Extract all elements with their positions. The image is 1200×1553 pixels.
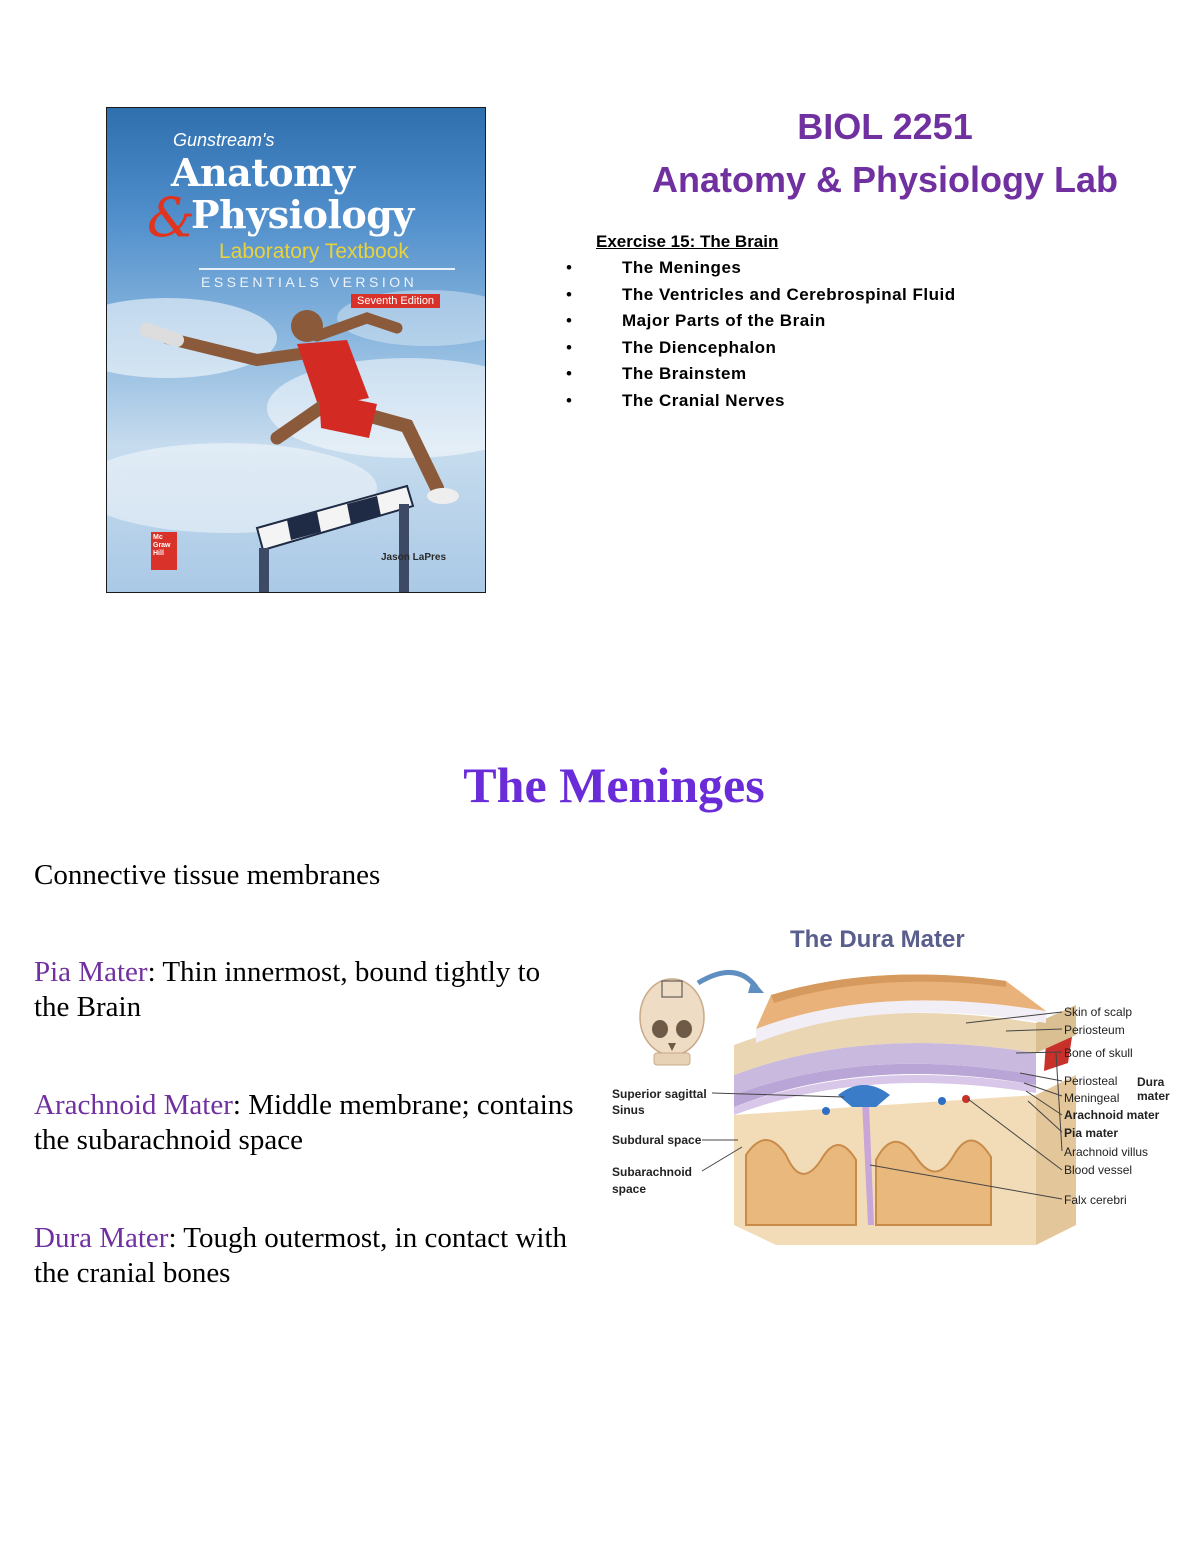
desc-arachnoid-mater: : Middle membrane; contains the subarachnoid space bbox=[34, 1089, 574, 1156]
label-dura-line2: mater bbox=[1137, 1089, 1170, 1103]
label-pia-mater: Pia mater bbox=[1064, 1126, 1119, 1140]
topic-text: Major Parts of the Brain bbox=[622, 311, 826, 331]
label-dura-line1: Dura bbox=[1137, 1075, 1165, 1089]
bullet-icon: • bbox=[566, 364, 573, 384]
course-name: Anatomy & Physiology Lab bbox=[651, 159, 1119, 200]
cover-divider bbox=[199, 268, 455, 270]
label-superior-sagittal-line1: Superior sagittal bbox=[612, 1087, 707, 1101]
topic-text: The Brainstem bbox=[622, 364, 747, 384]
label-bone-of-skull: Bone of skull bbox=[1064, 1046, 1133, 1060]
skull-icon bbox=[640, 979, 704, 1065]
cover-version: ESSENTIALS VERSION bbox=[201, 274, 418, 290]
term-pia-mater: Pia Mater bbox=[34, 956, 148, 988]
label-periosteum: Periosteum bbox=[1064, 1023, 1125, 1037]
label-falx-cerebri: Falx cerebri bbox=[1064, 1193, 1127, 1207]
term-dura-mater: Dura Mater bbox=[34, 1222, 169, 1254]
section-title: The Meninges bbox=[463, 757, 765, 813]
label-superior-sagittal-line2: Sinus bbox=[612, 1103, 645, 1117]
label-arachnoid-villus: Arachnoid villus bbox=[1064, 1145, 1149, 1159]
book-cover bbox=[106, 107, 486, 593]
topic-text: The Ventricles and Cerebrospinal Fluid bbox=[622, 284, 956, 304]
topic-text: The Cranial Nerves bbox=[622, 390, 786, 410]
cover-ampersand: & bbox=[147, 186, 196, 249]
cover-author: Jason LaPres bbox=[381, 552, 447, 563]
bullet-icon: • bbox=[566, 390, 573, 410]
diagram-title: The Dura Mater bbox=[790, 926, 965, 953]
cover-edition: Seventh Edition bbox=[351, 294, 440, 308]
label-periosteal: Periosteal bbox=[1064, 1074, 1118, 1088]
desc-dura-mater: : Tough outermost, in contact with the cranial bones bbox=[34, 1222, 568, 1289]
label-skin-of-scalp: Skin of scalp bbox=[1064, 1005, 1133, 1019]
bullet-icon: • bbox=[566, 311, 573, 331]
bullet-icon: • bbox=[566, 258, 573, 277]
label-subdural-space: Subdural space bbox=[612, 1133, 702, 1147]
desc-pia-mater: : Thin innermost, bound tightly to the Brain bbox=[34, 956, 541, 1023]
label-subarachnoid-line1: Subarachnoid bbox=[612, 1165, 693, 1179]
exercise-title: Exercise 15: The Brain bbox=[596, 232, 779, 251]
definition-pia bbox=[34, 955, 574, 1025]
cover-series: Gunstream's bbox=[173, 130, 275, 150]
term-arachnoid-mater: Arachnoid Mater bbox=[34, 1089, 233, 1121]
definition-arachnoid bbox=[34, 1088, 574, 1158]
bullet-icon: • bbox=[566, 337, 573, 357]
label-arachnoid-mater: Arachnoid mater bbox=[1064, 1108, 1160, 1122]
topic-text: The Meninges bbox=[622, 258, 742, 277]
course-code: BIOL 2251 bbox=[797, 106, 973, 147]
dura-mater-diagram bbox=[606, 925, 1186, 1245]
bullet-icon: • bbox=[566, 284, 573, 304]
publisher-logo: Mc Graw Hill bbox=[151, 532, 177, 570]
definition-dura bbox=[34, 1221, 574, 1291]
topic-text: The Diencephalon bbox=[622, 337, 777, 357]
label-subarachnoid-line2: space bbox=[612, 1182, 647, 1196]
label-blood-vessel: Blood vessel bbox=[1064, 1163, 1133, 1177]
label-meningeal: Meningeal bbox=[1064, 1091, 1120, 1105]
cover-title-line1: Anatomy bbox=[171, 150, 355, 195]
cover-title-line2: Physiology bbox=[191, 192, 414, 237]
intro-text: Connective tissue membranes bbox=[34, 859, 381, 891]
cover-subtitle: Laboratory Textbook bbox=[219, 240, 409, 263]
